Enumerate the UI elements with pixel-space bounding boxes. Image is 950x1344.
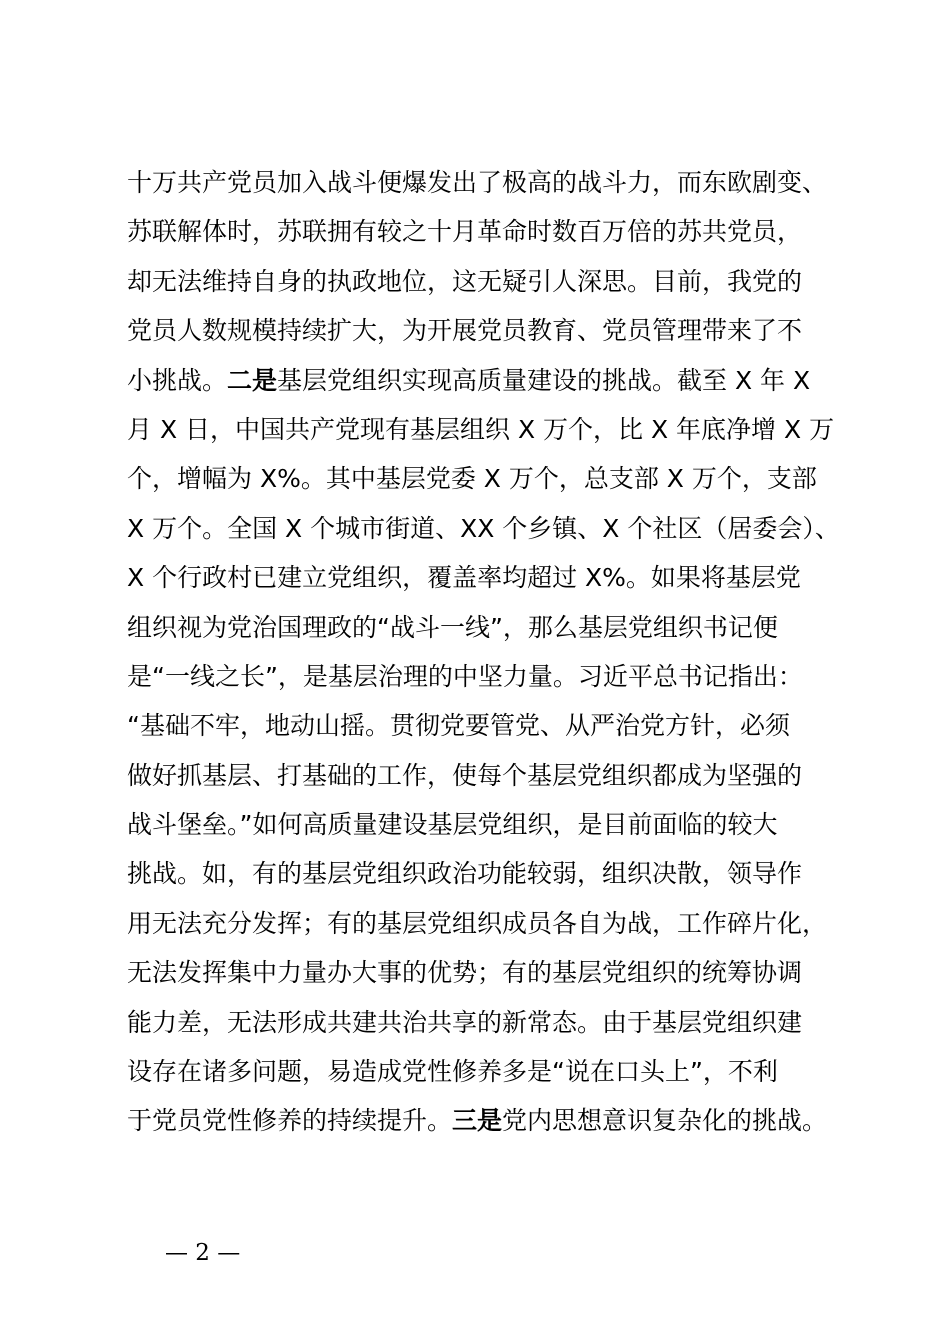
text-segment: 十万共产党员加入战斗便爆发出了极高的战斗力，而东欧剧变、 — [127, 168, 828, 197]
text-segment: 个，增幅为 X%。其中基层党委 X 万个，总支部 X 万个，支部 — [127, 464, 817, 494]
text-segment: 无法发挥集中力量办大事的优势；有的基层党组织的统筹协调 — [127, 958, 803, 988]
text-line — [127, 405, 857, 454]
text-line — [127, 356, 857, 405]
text-line — [127, 948, 857, 997]
text-segment: 党员人数规模持续扩大，为开展党员教育、党员管理带来了不 — [127, 316, 803, 346]
text-segment: 组织视为党治国理政的“战斗一线”，那么基层党组织书记便 — [127, 612, 778, 642]
text-segment: 月 X 日，中国共产党现有基层组织 X 万个，比 X 年底净增 X 万 — [127, 414, 835, 444]
bold-lead-phrase: 二是 — [227, 365, 278, 395]
text-segment: 能力差，无法形成共建共治共享的新常态。由于基层党组织建 — [127, 1007, 803, 1037]
text-line — [127, 454, 857, 503]
text-line — [127, 800, 857, 849]
text-segment: 小挑战。 — [127, 365, 228, 395]
text-segment: 是“一线之长”，是基层治理的中坚力量。习近平总书记指出： — [127, 661, 803, 691]
text-line — [127, 603, 857, 652]
text-segment: 挑战。如，有的基层党组织政治功能较弱，组织决散，领导作 — [127, 859, 803, 889]
text-segment: X 万个。全国 X 个城市街道、XX 个乡镇、X 个社区（居委会）、 — [127, 513, 840, 543]
text-segment: 苏联解体时，苏联拥有较之十月革命时数百万倍的苏共党员， — [127, 217, 803, 247]
text-line — [127, 751, 857, 800]
page-number: — 2 — — [165, 1240, 241, 1266]
text-line — [127, 1047, 857, 1096]
text-segment: 设存在诸多问题，易造成党性修养多是“说在口头上”，不利 — [127, 1057, 778, 1087]
text-line — [127, 998, 857, 1047]
text-line — [127, 504, 857, 553]
text-line — [127, 158, 857, 207]
text-line — [127, 306, 857, 355]
body-paragraph — [127, 158, 857, 1146]
text-line — [127, 207, 857, 256]
bold-lead-phrase: 三是 — [452, 1106, 503, 1136]
text-line — [127, 899, 857, 948]
text-line — [127, 1096, 857, 1145]
text-segment: 用无法充分发挥；有的基层党组织成员各自为战，工作碎片化， — [127, 908, 828, 938]
text-segment: 于党员党性修养的持续提升。 — [127, 1106, 453, 1136]
text-segment: 做好抓基层、打基础的工作，使每个基层党组织都成为坚强的 — [127, 760, 803, 790]
text-line — [127, 701, 857, 750]
text-segment: “基础不牢，地动山摇。贯彻党要管党、从严治党方针，必须 — [127, 711, 790, 741]
text-segment: 战斗堡垒。”如何高质量建设基层党组织，是目前面临的较大 — [127, 810, 778, 840]
text-line — [127, 849, 857, 898]
text-line — [127, 652, 857, 701]
text-segment: X 个行政村已建立党组织，覆盖率均超过 X%。如果将基层党 — [127, 563, 801, 593]
text-segment: 党内思想意识复杂化的挑战。 — [502, 1106, 828, 1136]
text-segment: 却无法维持自身的执政地位，这无疑引人深思。目前，我党的 — [127, 266, 803, 296]
text-segment: 基层党组织实现高质量建设的挑战。截至 X 年 X — [277, 365, 811, 395]
text-line — [127, 553, 857, 602]
text-line — [127, 257, 857, 306]
